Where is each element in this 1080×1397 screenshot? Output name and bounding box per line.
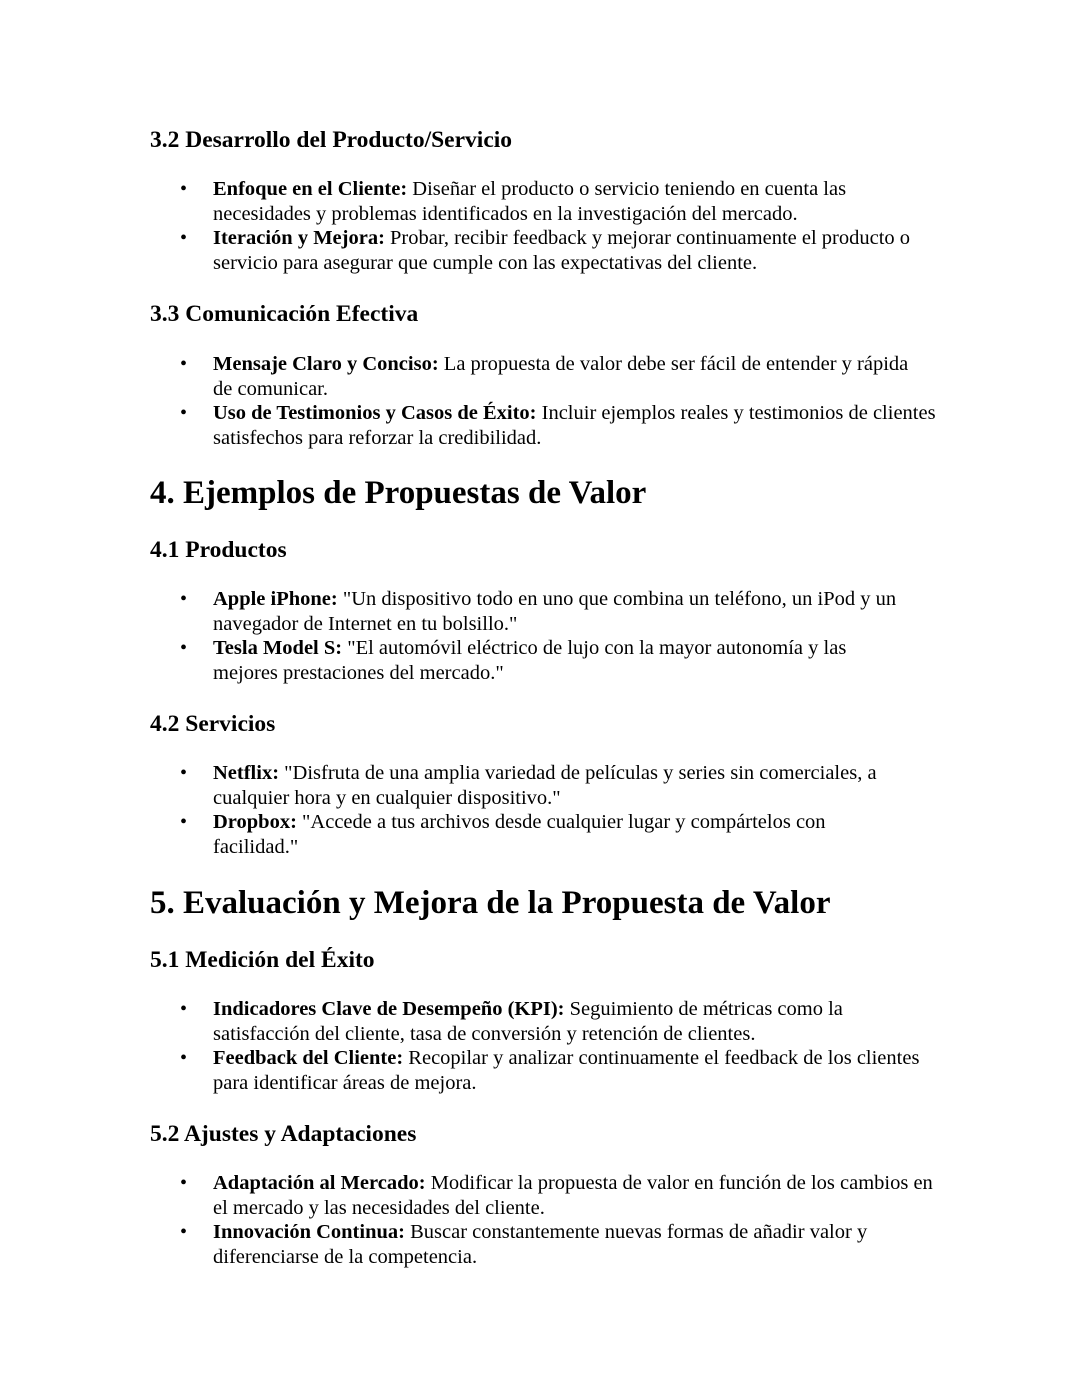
item-text: Modificar la propuesta de valor en función de los cambios en el mercado y las necesidades del cliente. xyxy=(213,1172,933,1219)
item-text: "Accede a tus archivos desde cualquier lugar y compártelos con facilidad." xyxy=(213,811,826,858)
item-label: Indicadores Clave de Desempeño (KPI): xyxy=(213,998,565,1020)
list-item xyxy=(150,587,938,636)
item-label: Uso de Testimonios y Casos de Éxito: xyxy=(213,402,537,424)
item-label: Apple iPhone: xyxy=(213,588,338,610)
list-5-1 xyxy=(150,997,940,1095)
list-3-2 xyxy=(150,177,940,275)
item-text: "El automóvil eléctrico de lujo con la mayor autonomía y las mejores prestaciones del mercado." xyxy=(213,637,847,684)
list-item xyxy=(150,810,903,859)
list-item xyxy=(150,1220,958,1269)
item-label: Netflix: xyxy=(213,762,280,784)
heading-5: 5. Evaluación y Mejora de la Propuesta de Valor xyxy=(150,885,831,921)
bullet-icon: • xyxy=(180,178,188,200)
bullet-icon: • xyxy=(180,1172,188,1194)
item-label: Feedback del Cliente: xyxy=(213,1047,404,1069)
list-item xyxy=(150,401,973,450)
bullet-icon: • xyxy=(180,762,188,784)
heading-4: 4. Ejemplos de Propuestas de Valor xyxy=(150,475,647,511)
item-label: Mensaje Claro y Conciso: xyxy=(213,353,439,375)
list-item xyxy=(150,636,913,685)
list-item xyxy=(150,226,928,275)
item-text: Seguimiento de métricas como la satisfacción del cliente, tasa de conversión y retención de clientes. xyxy=(213,998,843,1045)
heading-4-1: 4.1 Productos xyxy=(150,537,287,563)
bullet-icon: • xyxy=(180,402,188,424)
list-item xyxy=(150,1046,938,1095)
bullet-icon: • xyxy=(180,588,188,610)
item-label: Innovación Continua: xyxy=(213,1221,405,1243)
bullet-icon: • xyxy=(180,811,188,833)
bullet-icon: • xyxy=(180,998,188,1020)
heading-4-2: 4.2 Servicios xyxy=(150,711,276,737)
bullet-icon: • xyxy=(180,1047,188,1069)
list-4-2 xyxy=(150,761,940,859)
bullet-icon: • xyxy=(180,637,188,659)
item-text: Probar, recibir feedback y mejorar continuamente el producto o servicio para asegurar que cumple con las expectativas del cliente. xyxy=(213,227,911,274)
heading-3-3: 3.3 Comunicación Efectiva xyxy=(150,301,419,327)
heading-3-2: 3.2 Desarrollo del Producto/Servicio xyxy=(150,127,513,153)
bullet-icon: • xyxy=(180,227,188,249)
item-text: Recopilar y analizar continuamente el feedback de los clientes para identificar áreas de mejora. xyxy=(213,1047,920,1094)
item-label: Enfoque en el Cliente: xyxy=(213,178,408,200)
item-label: Tesla Model S: xyxy=(213,637,343,659)
item-text: La propuesta de valor debe ser fácil de entender y rápida de comunicar. xyxy=(213,353,909,400)
item-label: Dropbox: xyxy=(213,811,297,833)
list-item xyxy=(150,1171,933,1220)
list-5-2 xyxy=(150,1171,940,1269)
heading-5-2: 5.2 Ajustes y Adaptaciones xyxy=(150,1121,417,1147)
list-item xyxy=(150,761,913,810)
item-text: "Disfruta de una amplia variedad de películas y series sin comerciales, a cualquier hora y en cualquier dispositivo." xyxy=(213,762,877,809)
list-item xyxy=(150,997,938,1046)
item-label: Adaptación al Mercado: xyxy=(213,1172,426,1194)
list-3-3 xyxy=(150,352,940,450)
item-label: Iteración y Mejora: xyxy=(213,227,385,249)
item-text: Buscar constantemente nuevas formas de añadir valor y diferenciarse de la competencia. xyxy=(213,1221,868,1268)
heading-5-1: 5.1 Medición del Éxito xyxy=(150,947,375,973)
item-text: Incluir ejemplos reales y testimonios de clientes satisfechos para reforzar la credibilidad. xyxy=(213,402,936,449)
list-4-1 xyxy=(150,587,940,685)
item-text: Diseñar el producto o servicio teniendo en cuenta las necesidades y problemas identificados en la investigación del mercado. xyxy=(213,178,847,225)
item-text: "Un dispositivo todo en uno que combina un teléfono, un iPod y un navegador de Internet en tu bolsillo." xyxy=(213,588,897,635)
bullet-icon: • xyxy=(180,1221,188,1243)
list-item xyxy=(150,177,928,226)
list-item xyxy=(150,352,913,401)
bullet-icon: • xyxy=(180,353,188,375)
